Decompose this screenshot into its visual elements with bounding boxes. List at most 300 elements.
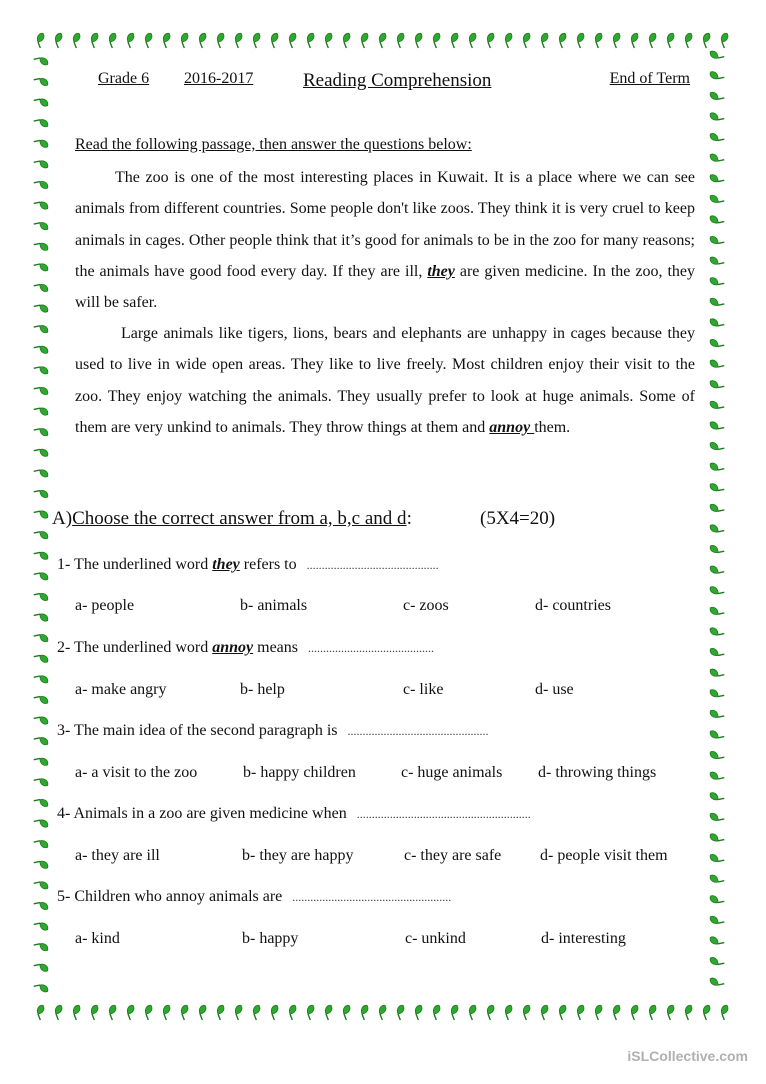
question-4 [57, 805, 531, 823]
vine-leaf [179, 1004, 189, 1016]
vine-stem [252, 1014, 258, 1020]
vine-stem [718, 178, 724, 184]
vine-stem [34, 200, 40, 206]
vine-stem [648, 42, 654, 48]
vine-stem [432, 1014, 438, 1020]
vine-stem [558, 1014, 564, 1020]
vine-stem [252, 42, 258, 48]
option-c[interactable]: c- huge animals [401, 764, 503, 781]
vine-leaf [71, 32, 81, 44]
vine-leaf [701, 32, 711, 44]
vine-leaf [431, 1004, 441, 1016]
vine-leaf [665, 32, 675, 44]
vine-stem [718, 631, 724, 637]
vine-stem [718, 672, 724, 678]
option-a[interactable]: a- they are ill [75, 847, 160, 864]
vine-stem [540, 1014, 546, 1020]
vine-stem [324, 42, 330, 48]
vine-stem [36, 42, 42, 48]
vine-stem [34, 282, 40, 288]
vine-stem [718, 755, 724, 761]
vine-leaf [719, 1004, 729, 1016]
passage-paragraph-2 [75, 318, 695, 443]
vine-stem [34, 241, 40, 247]
vine-leaf [233, 32, 243, 44]
vine-stem [718, 425, 724, 431]
option-d[interactable]: d- people visit them [540, 847, 668, 864]
vine-stem [34, 323, 40, 329]
vine-stem [630, 1014, 636, 1020]
vine-stem [450, 42, 456, 48]
vine-leaf [305, 32, 315, 44]
option-d[interactable]: d- interesting [541, 930, 626, 947]
vine-stem [718, 384, 724, 390]
vine-stem [144, 1014, 150, 1020]
vine-stem [34, 550, 40, 556]
vine-stem [718, 95, 724, 101]
vine-stem [34, 570, 40, 576]
vine-stem [162, 42, 168, 48]
vine-stem [342, 42, 348, 48]
vine-leaf [287, 1004, 297, 1016]
vine-leaf [395, 32, 405, 44]
vine-stem [72, 1014, 78, 1020]
vine-leaf [377, 1004, 387, 1016]
vine-stem [34, 344, 40, 350]
vine-leaf [647, 32, 657, 44]
vine-stem [360, 1014, 366, 1020]
vine-leaf [665, 1004, 675, 1016]
vine-stem [34, 529, 40, 535]
vine-leaf [287, 32, 297, 44]
vine-leaf [611, 32, 621, 44]
vine-stem [36, 1014, 42, 1020]
vine-leaf [701, 1004, 711, 1016]
option-a[interactable]: a- people [75, 597, 135, 614]
vine-stem [630, 42, 636, 48]
vine-stem [34, 673, 40, 679]
vine-stem [576, 42, 582, 48]
vine-stem [234, 42, 240, 48]
vine-stem [666, 42, 672, 48]
section-colon: : [406, 508, 412, 529]
vine-stem [34, 900, 40, 906]
vine-stem [342, 1014, 348, 1020]
vine-stem [718, 137, 724, 143]
vine-leaf [35, 32, 45, 44]
vine-stem [162, 1014, 168, 1020]
vine-leaf [125, 1004, 135, 1016]
question-2 [57, 639, 434, 657]
vine-leaf [341, 1004, 351, 1016]
vine-leaf [485, 32, 495, 44]
vine-leaf [377, 32, 387, 44]
vine-stem [612, 1014, 618, 1020]
passage-text: them. [534, 418, 571, 436]
page-title: Reading Comprehension [303, 70, 492, 91]
vine-leaf [575, 32, 585, 44]
vine-stem [108, 42, 114, 48]
vine-leaf [593, 1004, 603, 1016]
vine-stem [34, 776, 40, 782]
option-a[interactable]: a- make angry [75, 681, 167, 698]
vine-stem [34, 859, 40, 865]
vine-stem [216, 1014, 222, 1020]
vine-stem [216, 42, 222, 48]
vine-stem [718, 981, 724, 987]
vine-stem [34, 653, 40, 659]
vine-leaf [683, 32, 693, 44]
vine-stem [378, 42, 384, 48]
vine-stem [34, 694, 40, 700]
question-keyword: annoy [212, 639, 254, 656]
vine-stem [414, 1014, 420, 1020]
vine-leaf [557, 32, 567, 44]
option-b[interactable]: b- happy children [243, 764, 356, 781]
vine-stem [34, 982, 40, 988]
vine-leaf [647, 1004, 657, 1016]
vine-stem [90, 42, 96, 48]
vine-leaf [197, 32, 207, 44]
passage-text: The zoo is one of the most interesting places in Kuwait. It is a place where we can see animals from different countries. Some people don't like zoos. They think it is very cruel to keep animals in cages. Other people think that it’s good for animals to be in the zoo for many reasons; the animals have good food every day. If they are ill, [75, 169, 695, 280]
vine-stem [718, 404, 724, 410]
vine-leaf [107, 1004, 117, 1016]
answer-blank[interactable]: .......................................... [308, 641, 434, 655]
vine-stem [718, 446, 724, 452]
vine-stem [718, 858, 724, 864]
vine-stem [90, 1014, 96, 1020]
vine-stem [718, 240, 724, 246]
vine-stem [594, 42, 600, 48]
vine-leaf [143, 32, 153, 44]
vine-stem [144, 42, 150, 48]
vine-stem [324, 1014, 330, 1020]
vine-stem [718, 569, 724, 575]
vine-leaf [557, 1004, 567, 1016]
option-d[interactable]: d- use [535, 681, 574, 698]
vine-stem [718, 322, 724, 328]
question-keyword: they [212, 556, 240, 573]
vine-stem [108, 1014, 114, 1020]
vine-stem [198, 1014, 204, 1020]
school-year: 2016-2017 [184, 70, 254, 87]
vine-stem [126, 1014, 132, 1020]
vine-leaf [539, 32, 549, 44]
vine-leaf [503, 32, 513, 44]
vine-leaf [35, 1004, 45, 1016]
option-d[interactable]: d- throwing things [538, 764, 657, 781]
vine-leaf [611, 1004, 621, 1016]
vine-stem [34, 55, 40, 61]
vine-leaf [359, 32, 369, 44]
option-c[interactable]: c- like [403, 681, 444, 698]
vine-stem [378, 1014, 384, 1020]
vine-stem [718, 919, 724, 925]
vine-stem [270, 1014, 276, 1020]
vine-stem [718, 260, 724, 266]
vine-stem [718, 219, 724, 225]
vine-stem [34, 117, 40, 123]
vine-stem [34, 488, 40, 494]
vine-stem [34, 962, 40, 968]
option-b[interactable]: b- help [240, 681, 285, 698]
vine-stem [718, 528, 724, 534]
question-3 [57, 722, 489, 740]
option-a[interactable]: a- kind [75, 930, 120, 947]
vine-stem [34, 756, 40, 762]
vine-leaf [71, 1004, 81, 1016]
vine-leaf [89, 1004, 99, 1016]
vine-stem [558, 42, 564, 48]
vine-stem [34, 179, 40, 185]
option-d[interactable]: d- countries [535, 597, 611, 614]
vine-stem [720, 42, 726, 48]
vine-stem [34, 509, 40, 515]
vine-stem [612, 42, 618, 48]
vine-stem [34, 261, 40, 267]
vine-stem [198, 42, 204, 48]
vine-stem [718, 652, 724, 658]
vine-leaf [431, 32, 441, 44]
vine-stem [34, 467, 40, 473]
vine-stem [718, 734, 724, 740]
option-c[interactable]: c- unkind [405, 930, 466, 947]
vine-leaf [683, 1004, 693, 1016]
vine-stem [34, 921, 40, 927]
vine-stem [718, 549, 724, 555]
vine-leaf [575, 1004, 585, 1016]
vine-stem [34, 426, 40, 432]
vine-leaf [539, 1004, 549, 1016]
vine-stem [34, 364, 40, 370]
vine-stem [522, 42, 528, 48]
keyword-they: they [427, 262, 455, 280]
vine-leaf [413, 32, 423, 44]
vine-stem [306, 1014, 312, 1020]
term-label: End of Term [609, 70, 690, 87]
vine-stem [180, 1014, 186, 1020]
section-a-heading [52, 508, 412, 530]
vine-stem [718, 693, 724, 699]
vine-leaf [233, 1004, 243, 1016]
vine-stem [34, 406, 40, 412]
vine-stem [234, 1014, 240, 1020]
vine-stem [34, 879, 40, 885]
vine-stem [718, 198, 724, 204]
vine-leaf [53, 1004, 63, 1016]
vine-leaf [125, 32, 135, 44]
vine-stem [34, 797, 40, 803]
vine-stem [718, 610, 724, 616]
vine-stem [718, 775, 724, 781]
vine-stem [34, 818, 40, 824]
vine-stem [718, 796, 724, 802]
vine-stem [684, 42, 690, 48]
header [98, 70, 690, 94]
vine-stem [504, 1014, 510, 1020]
keyword-annoy: annoy [489, 418, 535, 436]
passage-text: Large animals like tigers, lions, bears and elephants are unhappy in cages because they used to live in wide open areas. They like to live freely. Most children enjoy their visit to the zoo. They enjoy watching the animals. They usually prefer to look at huge animals. Some of them are very unkind to animals. They throw things at them and [75, 325, 695, 436]
vine-leaf [215, 32, 225, 44]
vine-stem [414, 42, 420, 48]
vine-leaf [395, 1004, 405, 1016]
vine-leaf [629, 32, 639, 44]
answer-blank[interactable]: ..................................................... [292, 890, 452, 904]
question-5 [57, 888, 451, 906]
answer-blank[interactable]: ............................................ [306, 558, 439, 572]
vine-leaf [467, 1004, 477, 1016]
question-text: means [253, 639, 298, 656]
vine-leaf [215, 1004, 225, 1016]
vine-stem [468, 42, 474, 48]
vine-leaf [107, 32, 117, 44]
vine-stem [718, 940, 724, 946]
vine-stem [34, 138, 40, 144]
grade-label: Grade 6 [98, 70, 150, 87]
vine-stem [718, 281, 724, 287]
vine-leaf [719, 32, 729, 44]
vine-stem [306, 42, 312, 48]
vine-stem [718, 816, 724, 822]
vine-leaf [53, 32, 63, 44]
vine-stem [718, 75, 724, 81]
option-a[interactable]: a- a visit to the zoo [75, 764, 198, 781]
vine-stem [54, 1014, 60, 1020]
vine-leaf [305, 1004, 315, 1016]
question-text: 1- The underlined word [57, 556, 213, 573]
vine-stem [522, 1014, 528, 1020]
vine-leaf [413, 1004, 423, 1016]
answer-blank[interactable]: ............................................... [347, 724, 489, 738]
vine-stem [718, 899, 724, 905]
vine-stem [34, 303, 40, 309]
vine-stem [34, 612, 40, 618]
vine-stem [718, 713, 724, 719]
question-text: 5- Children who annoy animals are [57, 888, 283, 905]
vine-stem [180, 42, 186, 48]
vine-stem [34, 591, 40, 597]
vine-stem [34, 76, 40, 82]
vine-leaf [521, 32, 531, 44]
vine-stem [702, 1014, 708, 1020]
option-c[interactable]: c- zoos [403, 597, 449, 614]
vine-stem [718, 466, 724, 472]
vine-stem [718, 487, 724, 493]
vine-stem [718, 878, 724, 884]
vine-stem [540, 42, 546, 48]
vine-stem [450, 1014, 456, 1020]
vine-stem [34, 220, 40, 226]
vine-leaf [629, 1004, 639, 1016]
section-title: Choose the correct answer from a, b,c and d [72, 508, 407, 529]
vine-stem [684, 1014, 690, 1020]
option-b[interactable]: b- happy [242, 930, 299, 947]
vine-stem [34, 941, 40, 947]
vine-stem [702, 42, 708, 48]
vine-stem [288, 1014, 294, 1020]
vine-stem [718, 961, 724, 967]
vine-stem [718, 157, 724, 163]
vine-stem [360, 42, 366, 48]
vine-leaf [323, 1004, 333, 1016]
vine-stem [126, 42, 132, 48]
section-marks: (5X4=20) [480, 508, 556, 529]
vine-stem [486, 42, 492, 48]
vine-stem [720, 1014, 726, 1020]
option-c[interactable]: c- they are safe [404, 847, 502, 864]
vine-stem [34, 715, 40, 721]
question-text: refers to [239, 556, 297, 573]
passage-text: are given medicine. In the zoo, they will be safer. [75, 262, 695, 312]
vine-leaf [485, 1004, 495, 1016]
vine-stem [576, 1014, 582, 1020]
vine-stem [34, 735, 40, 741]
vine-stem [432, 42, 438, 48]
vine-stem [718, 837, 724, 843]
passage-paragraph-1 [75, 162, 695, 318]
vine-stem [648, 1014, 654, 1020]
vine-leaf [449, 1004, 459, 1016]
vine-leaf [143, 1004, 153, 1016]
vine-leaf [269, 1004, 279, 1016]
vine-stem [504, 42, 510, 48]
vine-leaf [161, 32, 171, 44]
vine-stem [718, 343, 724, 349]
vine-stem [468, 1014, 474, 1020]
vine-stem [288, 42, 294, 48]
vine-stem [34, 447, 40, 453]
vine-stem [34, 632, 40, 638]
vine-stem [54, 42, 60, 48]
answer-blank[interactable]: .......................................................... [356, 807, 531, 821]
vine-leaf [449, 32, 459, 44]
vine-stem [594, 1014, 600, 1020]
vine-stem [34, 158, 40, 164]
vine-leaf [359, 1004, 369, 1016]
vine-stem [718, 507, 724, 513]
instruction: Read the following passage, then answer the questions below: [75, 136, 472, 153]
vine-leaf [89, 32, 99, 44]
vine-leaf [521, 1004, 531, 1016]
vine-stem [396, 42, 402, 48]
vine-leaf [179, 32, 189, 44]
vine-stem [718, 54, 724, 60]
option-b[interactable]: b- they are happy [242, 847, 354, 864]
question-1 [57, 556, 439, 574]
watermark: iSLCollective.com [627, 1048, 748, 1064]
vine-leaf [251, 1004, 261, 1016]
vine-leaf [251, 32, 261, 44]
vine-stem [34, 97, 40, 103]
question-text: 2- The underlined word [57, 639, 213, 656]
vine-stem [72, 42, 78, 48]
vine-stem [666, 1014, 672, 1020]
vine-leaf [197, 1004, 207, 1016]
question-text: 4- Animals in a zoo are given medicine when [57, 805, 347, 822]
vine-leaf [161, 1004, 171, 1016]
vine-leaf [341, 32, 351, 44]
vine-leaf [593, 32, 603, 44]
vine-leaf [323, 32, 333, 44]
option-b[interactable]: b- animals [240, 597, 308, 614]
vine-stem [718, 301, 724, 307]
vine-leaf [467, 32, 477, 44]
vine-stem [270, 42, 276, 48]
vine-leaf [503, 1004, 513, 1016]
vine-leaf [269, 32, 279, 44]
vine-stem [718, 363, 724, 369]
vine-stem [396, 1014, 402, 1020]
